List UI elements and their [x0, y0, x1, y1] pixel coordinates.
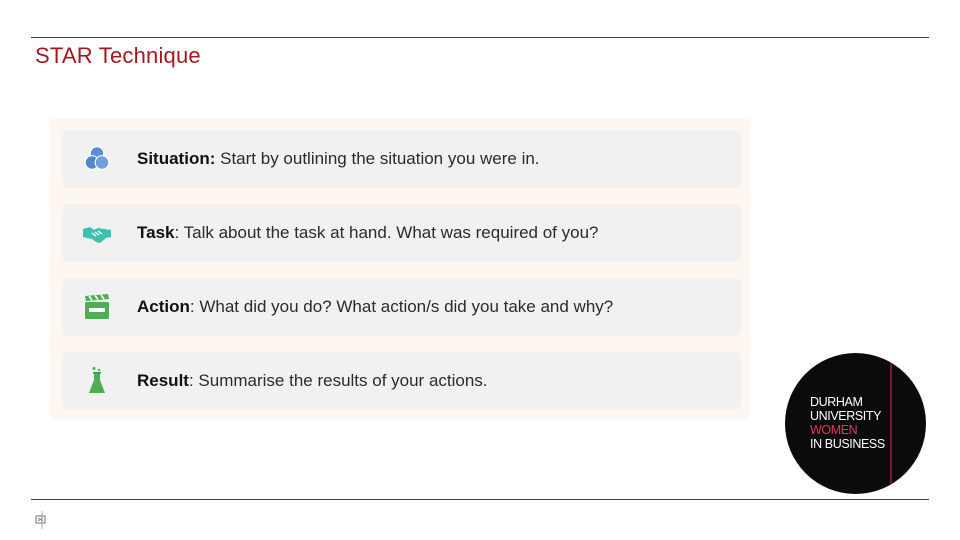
logo-line-in-business: IN BUSINESS — [810, 437, 885, 451]
durham-women-in-business-logo — [785, 353, 926, 494]
logo-line-durham: DURHAM — [810, 395, 863, 409]
task-label: Task — [137, 223, 175, 242]
result-label: Result — [137, 371, 189, 390]
action-label: Action — [137, 297, 190, 316]
flask-icon — [81, 365, 113, 397]
result-description: : Summarise the results of your actions. — [188, 371, 488, 390]
task-card — [62, 204, 741, 262]
venn-diagram-icon — [81, 143, 113, 175]
action-description: : What did you do? What action/s did you take and why? — [189, 297, 614, 316]
handshake-icon — [81, 217, 113, 249]
situation-label: Situation: — [137, 149, 216, 168]
bottom-rule — [31, 499, 929, 500]
task-text — [137, 204, 599, 262]
result-text — [137, 352, 488, 410]
action-text — [137, 278, 613, 336]
situation-card — [62, 130, 741, 188]
result-card — [62, 352, 741, 410]
top-rule — [31, 37, 929, 38]
action-card — [62, 278, 741, 336]
logo-accent-bar — [890, 363, 892, 484]
situation-description: Start by outlining the situation you were in. — [215, 149, 540, 168]
logo-wordmark — [810, 395, 885, 451]
logo-line-university: UNIVERSITY — [810, 409, 882, 423]
clapperboard-icon — [81, 291, 113, 323]
logo-line-women: WOMEN — [810, 423, 858, 437]
slide-number-icon — [34, 510, 48, 530]
star-panel — [50, 119, 750, 419]
task-description: : Talk about the task at hand. What was required of you? — [174, 223, 599, 242]
situation-text — [137, 130, 540, 188]
slide-title: STAR Technique — [35, 43, 201, 68]
